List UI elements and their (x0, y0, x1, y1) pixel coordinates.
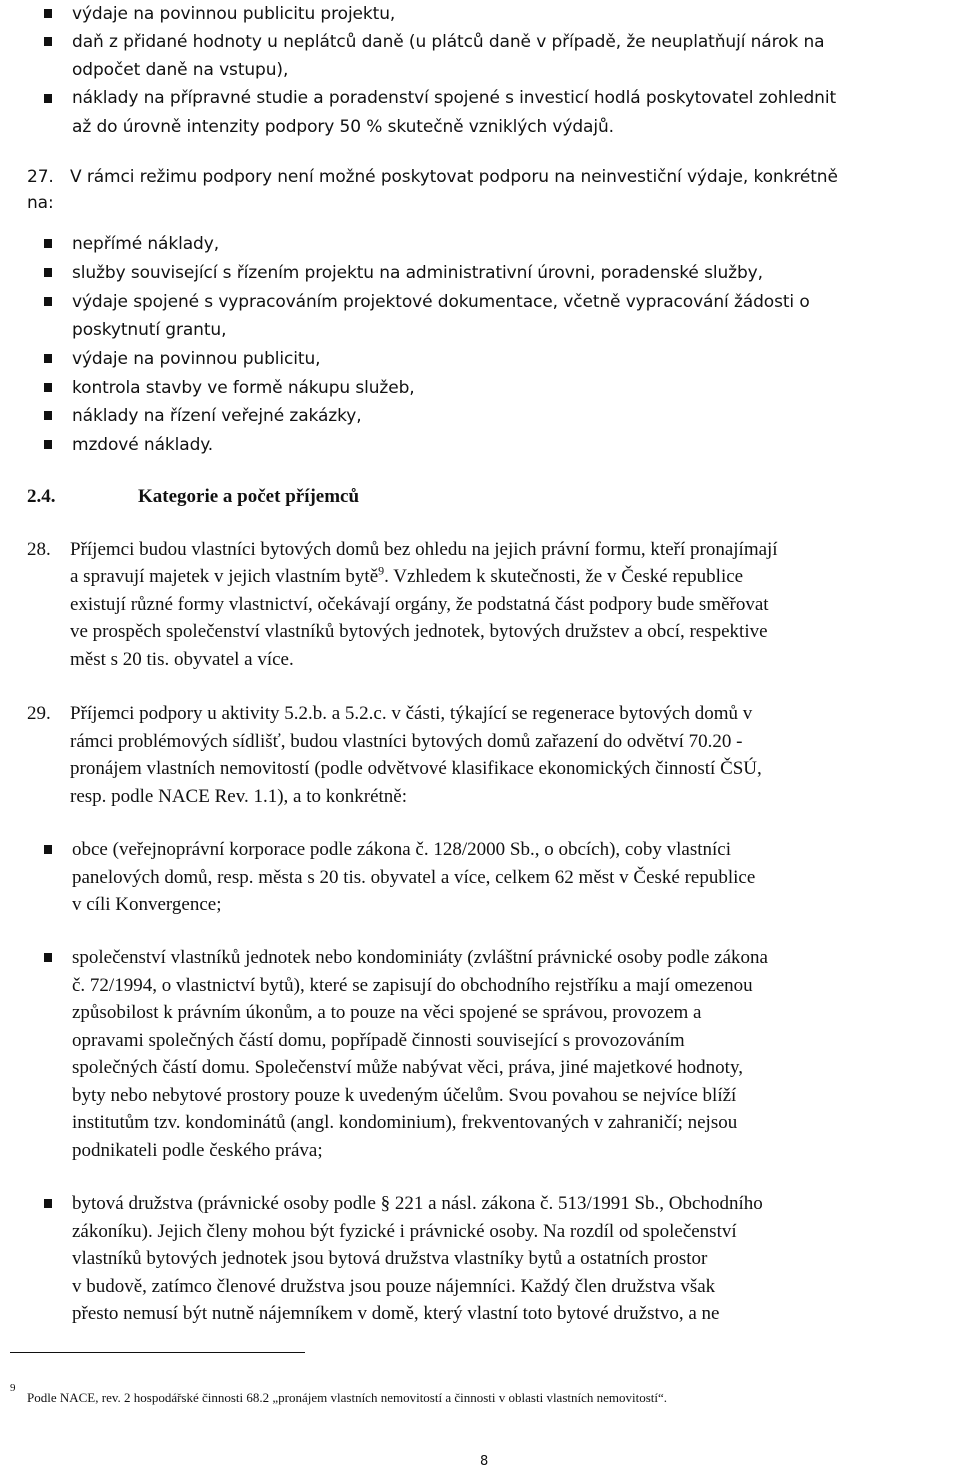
paragraph-28-line (70, 564, 958, 590)
b2-line: institutům tzv. kondominátů (angl. kondominium), frekventovaných v zahraničí; nejsou (72, 1112, 738, 1133)
b3-line: vlastníků bytových jednotek jsou bytová družstva vlastníky bytů a ostatních prostor (72, 1248, 708, 1269)
paragraph-number: 28. (27, 539, 51, 560)
paragraph-28-line: existují různé formy vlastnictví, očekávají orgány, že podstatná část podpory bude směřovat (70, 594, 769, 615)
paragraph-28-line: měst s 20 tis. obyvatel a více. (70, 649, 294, 670)
b2-line: společných částí domu. Společenství může nabývat věci, práva, jiné majetkové hodnoty, (72, 1057, 743, 1078)
b2-line: č. 72/1994, o vlastnictví bytů), které se zapisují do obchodního rejstříku a mají omezenou (72, 975, 753, 996)
b2-line: společenství vlastníků jednotek nebo kondominiáty (zvláštní právnické osoby podle zákona (72, 947, 768, 968)
b3-line: zákoníku). Jejich členy mohou být fyzické i právnické osoby. Na rozdíl od společenství (72, 1221, 737, 1242)
paragraph-28-text: a spravují majetek v jejich vlastním bytě (70, 566, 379, 587)
section-title: Kategorie a počet příjemců (138, 486, 360, 507)
paragraph-number: 27. (27, 167, 54, 187)
list2-item-cont: poskytnutí grantu, (72, 320, 227, 340)
paragraph-number: 29. (27, 703, 51, 724)
list2-item: služby související s řízením projektu na administrativní úrovni, poradenské služby, (72, 263, 763, 283)
footnote-divider (10, 1352, 305, 1353)
b2-line: způsobilost k právním úkonům, a to pouze na věci spojené se správou, provozem a (72, 1002, 702, 1023)
footnote-text: Podle NACE, rev. 2 hospodářské činnosti 68.2 „pronájem vlastních nemovitostí a činnosti v oblasti vlastních nemovitostí“. (27, 1390, 668, 1405)
paragraph-29-line: rámci problémových sídlišť, budou vlastníci bytových domů zařazení do odvětví 70.20 - (70, 731, 743, 752)
paragraph-29-line: pronájem vlastních nemovitostí (podle odvětvové klasifikace ekonomických činností ČSÚ, (70, 758, 762, 779)
bullet-icon (44, 94, 52, 103)
paragraph-27-line: na: (27, 193, 54, 213)
b1-line: obce (veřejnoprávní korporace podle zákona č. 128/2000 Sb., o obcích), coby vlastníci (72, 839, 731, 860)
list1-item: daň z přidané hodnoty u neplátců daně (u plátců daně v případě, že neuplatňují nárok na (72, 32, 825, 52)
footnote-ref: 9 (378, 563, 385, 578)
bullet-icon (44, 268, 52, 277)
list1-item: výdaje na povinnou publicitu projektu, (72, 4, 396, 24)
paragraph-28-line: Příjemci budou vlastníci bytových domů bez ohledu na jejich právní formu, kteří pronajímají (70, 539, 778, 560)
bullet-icon (44, 411, 52, 420)
bullet-icon (44, 383, 52, 392)
paragraph-28-text: . Vzhledem k skutečnosti, že v České republice (384, 566, 744, 587)
list1-item-cont: odpočet daně na vstupu), (72, 60, 289, 80)
b3-line: v budově, zatímco členové družstva jsou pouze nájemníci. Každý člen družstva však (72, 1276, 716, 1297)
b2-line: opravami společných částí domu, popřípadě činnosti související s provozováním (72, 1030, 685, 1051)
bullet-icon (44, 239, 52, 248)
b2-line: podnikateli podle českého práva; (72, 1140, 323, 1161)
bullet-icon (44, 1199, 52, 1208)
page-number: 8 (480, 1454, 489, 1469)
b1-line: panelových domů, resp. města s 20 tis. obyvatel a více, celkem 62 měst v České republice (72, 867, 756, 888)
list2-item: výdaje na povinnou publicitu, (72, 349, 321, 369)
b1-line: v cíli Konvergence; (72, 894, 222, 915)
list1-item: náklady na přípravné studie a poradenství spojené s investicí hodlá poskytovatel zohlednit (72, 88, 837, 108)
list2-item: kontrola stavby ve formě nákupu služeb, (72, 378, 415, 398)
paragraph-29-line: Příjemci podpory u aktivity 5.2.b. a 5.2.c. v části, týkající se regenerace bytových domů v (70, 703, 753, 724)
list2-item: nepřímé náklady, (72, 234, 219, 254)
list1-item-cont: až do úrovně intenzity podpory 50 % skutečně vzniklých výdajů. (72, 117, 614, 137)
b2-line: byty nebo nebytové prostory pouze k uvedeným účelům. Svou povahou se nejvíce blíží (72, 1085, 737, 1106)
bullet-icon (44, 297, 52, 306)
list2-item: mzdové náklady. (72, 435, 214, 455)
paragraph-29-line: resp. podle NACE Rev. 1.1), a to konkrétně: (70, 786, 407, 807)
paragraph-27-line: V rámci režimu podpory není možné poskytovat podporu na neinvestiční výdaje, konkrétně (70, 167, 838, 187)
list2-item: náklady na řízení veřejné zakázky, (72, 406, 362, 426)
paragraph-28-line: ve prospěch společenství vlastníků bytových jednotek, bytových družstev a obcí, respektive (70, 621, 768, 642)
bullet-icon (44, 37, 52, 46)
bullet-icon (44, 953, 52, 962)
bullet-icon (44, 354, 52, 363)
bullet-icon (44, 440, 52, 449)
bullet-icon (44, 845, 52, 854)
footnote-mark: 9 (10, 1382, 16, 1394)
bullet-icon (44, 9, 52, 18)
section-number: 2.4. (27, 486, 56, 507)
b3-line: přesto nemusí být nutně nájemníkem v domě, který vlastní toto bytové družstvo, a ne (72, 1303, 720, 1324)
b3-line: bytová družstva (právnické osoby podle § 221 a násl. zákona č. 513/1991 Sb., Obchodního (72, 1193, 763, 1214)
list2-item: výdaje spojené s vypracováním projektové dokumentace, včetně vypracování žádosti o (72, 292, 810, 312)
